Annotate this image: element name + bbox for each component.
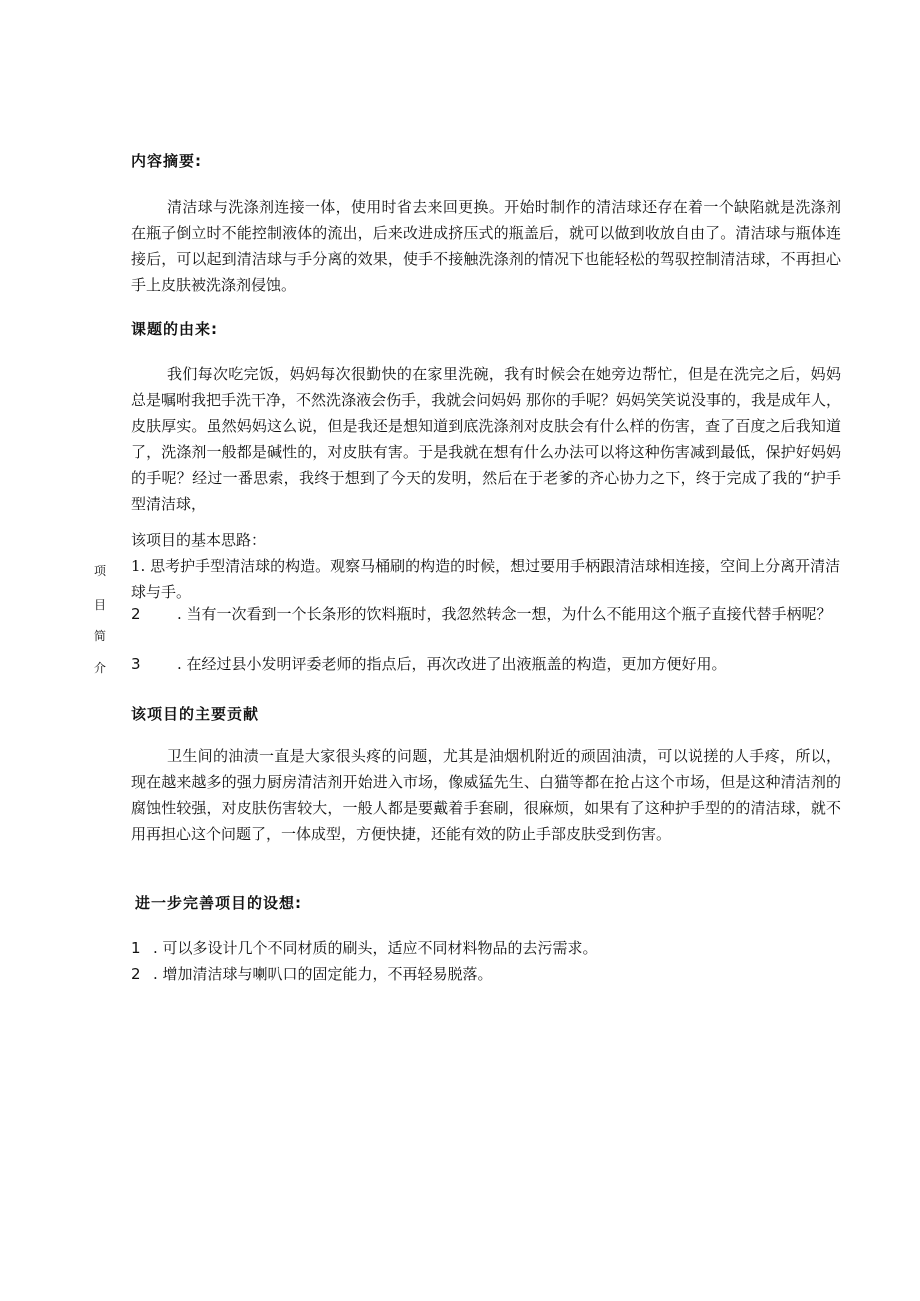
side-label-char: 项 <box>94 564 107 578</box>
improvement-item-2-text: . 增加清洁球与喇叭口的固定能力，不再轻易脱落。 <box>153 965 493 983</box>
contribution-heading: 该项目的主要贡献 <box>131 705 260 723</box>
origin-paragraph: 我们每次吃完饭，妈妈每次很勤快的在家里洗碗，我有时候会在她旁边帮忙，但是在洗完之后，妈妈总是嘱咐我把手洗干净，不然洗涤液会伤手，我就会问妈妈 那你的手呢？妈妈笑笑说没事的，我是成年人，皮肤厚实。虽然妈妈这么说，但是我还是想知道到底洗涤剂对皮肤会有什么样的伤害，查了百度之后我知道了，洗涤剂一般都是碱性的，对皮肤有害。于是我就在想有什么办法可以将这种伤害减到最低，保护好妈妈的手呢？经过一番思索，我终于想到了今天的发明，然后在于老爹的齐心协力之下，终于完成了我的“护手型清洁球， <box>131 365 841 513</box>
intro-item-2-text: . 当有一次看到一个长条形的饮料瓶时，我忽然转念一想，为什么不能用这个瓶子直接代替手柄呢？ <box>177 605 832 623</box>
side-label-char: 目 <box>94 598 107 612</box>
intro-item-1: 1. 思考护手型清洁球的构造。观察马桶刷的构造的时候，想过要用手柄跟清洁球相连接，空间上分离开清洁球与手。 <box>131 557 841 601</box>
intro-heading: 该项目的基本思路： <box>131 531 267 549</box>
intro-item-3-number: 3 <box>131 655 141 673</box>
origin-heading: 课题的由来: <box>131 320 218 338</box>
improvement-item-1 <box>131 935 841 961</box>
side-label-char: 简 <box>94 629 107 643</box>
improvement-item-2 <box>131 961 841 987</box>
intro-item-3-text: . 在经过县小发明评委老师的指点后，再次改进了出液瓶盖的构造，更加方便好用。 <box>177 655 727 673</box>
improvement-item-2-number: 2 <box>131 965 141 983</box>
side-label-char: 介 <box>94 661 107 675</box>
improvement-item-1-text: . 可以多设计几个不同材质的刷头，适应不同材料物品的去污需求。 <box>153 939 598 957</box>
summary-paragraph: 清洁球与洗涤剂连接一体，使用时省去来回更换。开始时制作的清洁球还存在着一个缺陷就是洗涤剂在瓶子倒立时不能控制液体的流出，后来改进成挤压式的瓶盖后，就可以做到收放自由了。清洁球与瓶体连接后，可以起到清洁球与手分离的效果，使手不接触洗涤剂的情况下也能轻松的驾驭控制清洁球，不再担心手上皮肤被洗涤剂侵蚀。 <box>131 198 841 294</box>
contribution-paragraph: 卫生间的油渍一直是大家很头疼的问题，尤其是油烟机附近的顽固油渍，可以说搓的人手疼，所以，现在越来越多的强力厨房清洁剂开始进入市场，像威猛先生、白猫等都在抢占这个市场，但是这种清洁剂的腐蚀性较强，对皮肤伤害较大，一般人都是要戴着手套刷，很麻烦，如果有了这种护手型的的清洁球，就不用再担心这个问题了，一体成型，方便快捷，还能有效的防止手部皮肤受到伤害。 <box>131 747 841 843</box>
intro-item-3 <box>131 651 841 677</box>
intro-item-2-number: 2 <box>131 605 141 623</box>
summary-heading: 内容摘要: <box>131 152 202 170</box>
improvement-heading: 进一步完善项目的设想: <box>135 894 302 912</box>
improvement-item-1-number: 1 <box>131 939 141 957</box>
intro-item-2 <box>131 601 841 627</box>
